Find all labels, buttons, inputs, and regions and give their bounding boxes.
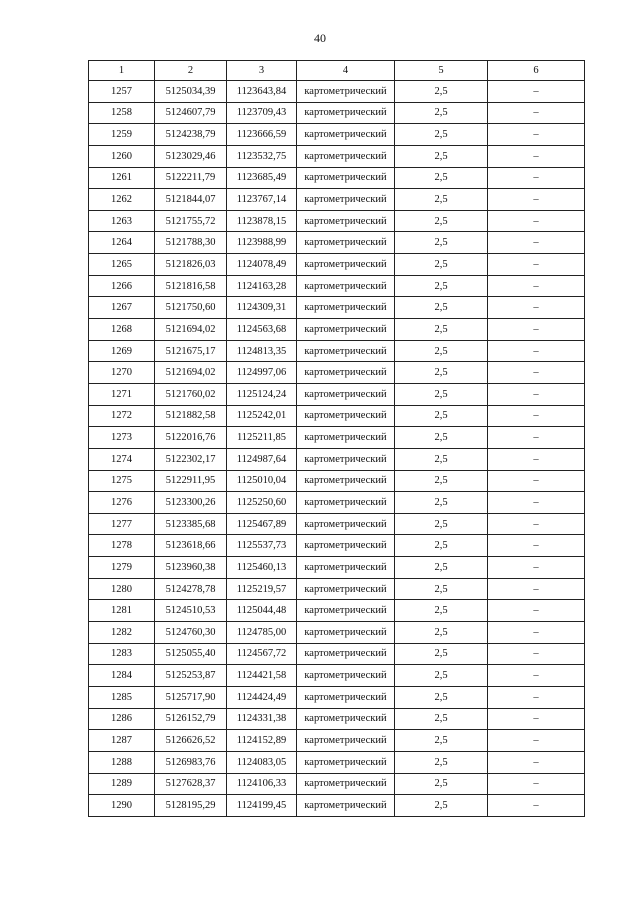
note-cell: –: [488, 275, 585, 297]
y-coordinate-cell: 1125044,48: [227, 600, 297, 622]
table-header-row: [89, 61, 585, 81]
point-number-cell: 1289: [89, 773, 155, 795]
y-coordinate-cell: 1125010,04: [227, 470, 297, 492]
x-coordinate-cell: 5121694,02: [155, 319, 227, 341]
table-row: [89, 81, 585, 103]
table-row: [89, 362, 585, 384]
table-row: [89, 448, 585, 470]
precision-cell: 2,5: [395, 81, 488, 103]
note-cell: –: [488, 470, 585, 492]
table-row: [89, 492, 585, 514]
table-row: [89, 513, 585, 535]
method-cell: картометрический: [297, 319, 395, 341]
note-cell: –: [488, 232, 585, 254]
note-cell: –: [488, 643, 585, 665]
x-coordinate-cell: 5121750,60: [155, 297, 227, 319]
x-coordinate-cell: 5125253,87: [155, 665, 227, 687]
method-cell: картометрический: [297, 622, 395, 644]
x-coordinate-cell: 5122911,95: [155, 470, 227, 492]
y-coordinate-cell: 1125467,89: [227, 513, 297, 535]
method-cell: картометрический: [297, 124, 395, 146]
method-cell: картометрический: [297, 708, 395, 730]
note-cell: –: [488, 102, 585, 124]
note-cell: –: [488, 751, 585, 773]
method-cell: картометрический: [297, 81, 395, 103]
x-coordinate-cell: 5123029,46: [155, 145, 227, 167]
table-row: [89, 340, 585, 362]
y-coordinate-cell: 1123666,59: [227, 124, 297, 146]
precision-cell: 2,5: [395, 730, 488, 752]
point-number-cell: 1283: [89, 643, 155, 665]
y-coordinate-cell: 1124152,89: [227, 730, 297, 752]
note-cell: –: [488, 600, 585, 622]
header-cell: 1: [89, 61, 155, 81]
point-number-cell: 1276: [89, 492, 155, 514]
precision-cell: 2,5: [395, 362, 488, 384]
method-cell: картометрический: [297, 557, 395, 579]
note-cell: –: [488, 383, 585, 405]
point-number-cell: 1269: [89, 340, 155, 362]
point-number-cell: 1279: [89, 557, 155, 579]
coordinates-table: [88, 60, 585, 817]
y-coordinate-cell: 1124083,05: [227, 751, 297, 773]
point-number-cell: 1258: [89, 102, 155, 124]
y-coordinate-cell: 1125242,01: [227, 405, 297, 427]
point-number-cell: 1272: [89, 405, 155, 427]
x-coordinate-cell: 5123385,68: [155, 513, 227, 535]
precision-cell: 2,5: [395, 254, 488, 276]
x-coordinate-cell: 5126983,76: [155, 751, 227, 773]
note-cell: –: [488, 795, 585, 817]
precision-cell: 2,5: [395, 232, 488, 254]
method-cell: картометрический: [297, 232, 395, 254]
x-coordinate-cell: 5124607,79: [155, 102, 227, 124]
page-number: 40: [314, 31, 326, 45]
precision-cell: 2,5: [395, 686, 488, 708]
table-row: [89, 470, 585, 492]
x-coordinate-cell: 5126152,79: [155, 708, 227, 730]
table-row: [89, 751, 585, 773]
y-coordinate-cell: 1123988,99: [227, 232, 297, 254]
x-coordinate-cell: 5121694,02: [155, 362, 227, 384]
precision-cell: 2,5: [395, 470, 488, 492]
method-cell: картометрический: [297, 643, 395, 665]
table-row: [89, 102, 585, 124]
note-cell: –: [488, 297, 585, 319]
method-cell: картометрический: [297, 795, 395, 817]
y-coordinate-cell: 1124199,45: [227, 795, 297, 817]
x-coordinate-cell: 5121760,02: [155, 383, 227, 405]
point-number-cell: 1259: [89, 124, 155, 146]
table-row: [89, 167, 585, 189]
note-cell: –: [488, 557, 585, 579]
table-row: [89, 124, 585, 146]
y-coordinate-cell: 1124424,49: [227, 686, 297, 708]
table-row: [89, 297, 585, 319]
method-cell: картометрический: [297, 773, 395, 795]
header-cell: 4: [297, 61, 395, 81]
table-row: [89, 643, 585, 665]
x-coordinate-cell: 5121882,58: [155, 405, 227, 427]
note-cell: –: [488, 665, 585, 687]
y-coordinate-cell: 1125219,57: [227, 578, 297, 600]
x-coordinate-cell: 5125055,40: [155, 643, 227, 665]
method-cell: картометрический: [297, 578, 395, 600]
precision-cell: 2,5: [395, 751, 488, 773]
x-coordinate-cell: 5121844,07: [155, 189, 227, 211]
table-row: [89, 405, 585, 427]
table-row: [89, 622, 585, 644]
table-row: [89, 210, 585, 232]
y-coordinate-cell: 1124078,49: [227, 254, 297, 276]
note-cell: –: [488, 254, 585, 276]
y-coordinate-cell: 1124567,72: [227, 643, 297, 665]
note-cell: –: [488, 427, 585, 449]
method-cell: картометрический: [297, 275, 395, 297]
method-cell: картометрический: [297, 383, 395, 405]
precision-cell: 2,5: [395, 708, 488, 730]
table-row: [89, 795, 585, 817]
y-coordinate-cell: 1125460,13: [227, 557, 297, 579]
point-number-cell: 1278: [89, 535, 155, 557]
point-number-cell: 1287: [89, 730, 155, 752]
table-row: [89, 427, 585, 449]
table-body: [89, 81, 585, 817]
table-row: [89, 686, 585, 708]
precision-cell: 2,5: [395, 124, 488, 146]
table-row: [89, 773, 585, 795]
point-number-cell: 1270: [89, 362, 155, 384]
x-coordinate-cell: 5123618,66: [155, 535, 227, 557]
precision-cell: 2,5: [395, 773, 488, 795]
precision-cell: 2,5: [395, 665, 488, 687]
method-cell: картометрический: [297, 427, 395, 449]
point-number-cell: 1260: [89, 145, 155, 167]
note-cell: –: [488, 773, 585, 795]
precision-cell: 2,5: [395, 167, 488, 189]
x-coordinate-cell: 5125034,39: [155, 81, 227, 103]
x-coordinate-cell: 5123960,38: [155, 557, 227, 579]
table-row: [89, 557, 585, 579]
precision-cell: 2,5: [395, 297, 488, 319]
point-number-cell: 1274: [89, 448, 155, 470]
point-number-cell: 1273: [89, 427, 155, 449]
method-cell: картометрический: [297, 470, 395, 492]
x-coordinate-cell: 5124760,30: [155, 622, 227, 644]
table-row: [89, 730, 585, 752]
x-coordinate-cell: 5121755,72: [155, 210, 227, 232]
y-coordinate-cell: 1124421,58: [227, 665, 297, 687]
precision-cell: 2,5: [395, 513, 488, 535]
method-cell: картометрический: [297, 145, 395, 167]
x-coordinate-cell: 5124238,79: [155, 124, 227, 146]
point-number-cell: 1285: [89, 686, 155, 708]
method-cell: картометрический: [297, 665, 395, 687]
method-cell: картометрический: [297, 448, 395, 470]
table-row: [89, 275, 585, 297]
note-cell: –: [488, 81, 585, 103]
y-coordinate-cell: 1124106,33: [227, 773, 297, 795]
point-number-cell: 1264: [89, 232, 155, 254]
x-coordinate-cell: 5128195,29: [155, 795, 227, 817]
header-cell: 5: [395, 61, 488, 81]
y-coordinate-cell: 1123767,14: [227, 189, 297, 211]
method-cell: картометрический: [297, 513, 395, 535]
table-row: [89, 232, 585, 254]
method-cell: картометрический: [297, 254, 395, 276]
precision-cell: 2,5: [395, 643, 488, 665]
table-row: [89, 665, 585, 687]
point-number-cell: 1275: [89, 470, 155, 492]
precision-cell: 2,5: [395, 340, 488, 362]
y-coordinate-cell: 1123532,75: [227, 145, 297, 167]
x-coordinate-cell: 5121788,30: [155, 232, 227, 254]
x-coordinate-cell: 5124278,78: [155, 578, 227, 600]
precision-cell: 2,5: [395, 535, 488, 557]
x-coordinate-cell: 5122211,79: [155, 167, 227, 189]
note-cell: –: [488, 686, 585, 708]
note-cell: –: [488, 492, 585, 514]
precision-cell: 2,5: [395, 210, 488, 232]
table-row: [89, 254, 585, 276]
precision-cell: 2,5: [395, 448, 488, 470]
method-cell: картометрический: [297, 362, 395, 384]
method-cell: картометрический: [297, 730, 395, 752]
header-cell: 3: [227, 61, 297, 81]
x-coordinate-cell: 5125717,90: [155, 686, 227, 708]
note-cell: –: [488, 167, 585, 189]
precision-cell: 2,5: [395, 405, 488, 427]
y-coordinate-cell: 1124563,68: [227, 319, 297, 341]
precision-cell: 2,5: [395, 319, 488, 341]
table-row: [89, 578, 585, 600]
point-number-cell: 1271: [89, 383, 155, 405]
precision-cell: 2,5: [395, 622, 488, 644]
point-number-cell: 1277: [89, 513, 155, 535]
point-number-cell: 1263: [89, 210, 155, 232]
method-cell: картометрический: [297, 297, 395, 319]
method-cell: картометрический: [297, 102, 395, 124]
point-number-cell: 1288: [89, 751, 155, 773]
point-number-cell: 1284: [89, 665, 155, 687]
x-coordinate-cell: 5122016,76: [155, 427, 227, 449]
y-coordinate-cell: 1125537,73: [227, 535, 297, 557]
precision-cell: 2,5: [395, 102, 488, 124]
x-coordinate-cell: 5121826,03: [155, 254, 227, 276]
y-coordinate-cell: 1123643,84: [227, 81, 297, 103]
precision-cell: 2,5: [395, 795, 488, 817]
point-number-cell: 1265: [89, 254, 155, 276]
note-cell: –: [488, 708, 585, 730]
y-coordinate-cell: 1124987,64: [227, 448, 297, 470]
x-coordinate-cell: 5127628,37: [155, 773, 227, 795]
x-coordinate-cell: 5121816,58: [155, 275, 227, 297]
note-cell: –: [488, 513, 585, 535]
point-number-cell: 1280: [89, 578, 155, 600]
y-coordinate-cell: 1124163,28: [227, 275, 297, 297]
precision-cell: 2,5: [395, 578, 488, 600]
note-cell: –: [488, 340, 585, 362]
note-cell: –: [488, 578, 585, 600]
x-coordinate-cell: 5121675,17: [155, 340, 227, 362]
header-cell: 6: [488, 61, 585, 81]
point-number-cell: 1261: [89, 167, 155, 189]
y-coordinate-cell: 1124331,38: [227, 708, 297, 730]
method-cell: картометрический: [297, 189, 395, 211]
method-cell: картометрический: [297, 210, 395, 232]
y-coordinate-cell: 1125124,24: [227, 383, 297, 405]
y-coordinate-cell: 1124309,31: [227, 297, 297, 319]
y-coordinate-cell: 1124813,35: [227, 340, 297, 362]
y-coordinate-cell: 1123878,15: [227, 210, 297, 232]
point-number-cell: 1290: [89, 795, 155, 817]
point-number-cell: 1286: [89, 708, 155, 730]
point-number-cell: 1282: [89, 622, 155, 644]
header-cell: 2: [155, 61, 227, 81]
note-cell: –: [488, 622, 585, 644]
method-cell: картометрический: [297, 535, 395, 557]
point-number-cell: 1281: [89, 600, 155, 622]
note-cell: –: [488, 189, 585, 211]
table-row: [89, 600, 585, 622]
x-coordinate-cell: 5124510,53: [155, 600, 227, 622]
x-coordinate-cell: 5126626,52: [155, 730, 227, 752]
method-cell: картометрический: [297, 405, 395, 427]
point-number-cell: 1257: [89, 81, 155, 103]
note-cell: –: [488, 535, 585, 557]
precision-cell: 2,5: [395, 600, 488, 622]
note-cell: –: [488, 362, 585, 384]
note-cell: –: [488, 405, 585, 427]
y-coordinate-cell: 1123685,49: [227, 167, 297, 189]
point-number-cell: 1262: [89, 189, 155, 211]
point-number-cell: 1266: [89, 275, 155, 297]
point-number-cell: 1267: [89, 297, 155, 319]
method-cell: картометрический: [297, 751, 395, 773]
x-coordinate-cell: 5122302,17: [155, 448, 227, 470]
y-coordinate-cell: 1124785,00: [227, 622, 297, 644]
method-cell: картометрический: [297, 686, 395, 708]
table-row: [89, 319, 585, 341]
table-row: [89, 189, 585, 211]
note-cell: –: [488, 145, 585, 167]
note-cell: –: [488, 210, 585, 232]
method-cell: картометрический: [297, 340, 395, 362]
y-coordinate-cell: 1125211,85: [227, 427, 297, 449]
y-coordinate-cell: 1124997,06: [227, 362, 297, 384]
method-cell: картометрический: [297, 167, 395, 189]
note-cell: –: [488, 448, 585, 470]
table-row: [89, 708, 585, 730]
table-row: [89, 383, 585, 405]
table-row: [89, 535, 585, 557]
precision-cell: 2,5: [395, 145, 488, 167]
point-number-cell: 1268: [89, 319, 155, 341]
note-cell: –: [488, 319, 585, 341]
x-coordinate-cell: 5123300,26: [155, 492, 227, 514]
precision-cell: 2,5: [395, 557, 488, 579]
note-cell: –: [488, 730, 585, 752]
y-coordinate-cell: 1123709,43: [227, 102, 297, 124]
table-row: [89, 145, 585, 167]
precision-cell: 2,5: [395, 189, 488, 211]
method-cell: картометрический: [297, 492, 395, 514]
precision-cell: 2,5: [395, 492, 488, 514]
note-cell: –: [488, 124, 585, 146]
y-coordinate-cell: 1125250,60: [227, 492, 297, 514]
precision-cell: 2,5: [395, 427, 488, 449]
precision-cell: 2,5: [395, 383, 488, 405]
precision-cell: 2,5: [395, 275, 488, 297]
method-cell: картометрический: [297, 600, 395, 622]
